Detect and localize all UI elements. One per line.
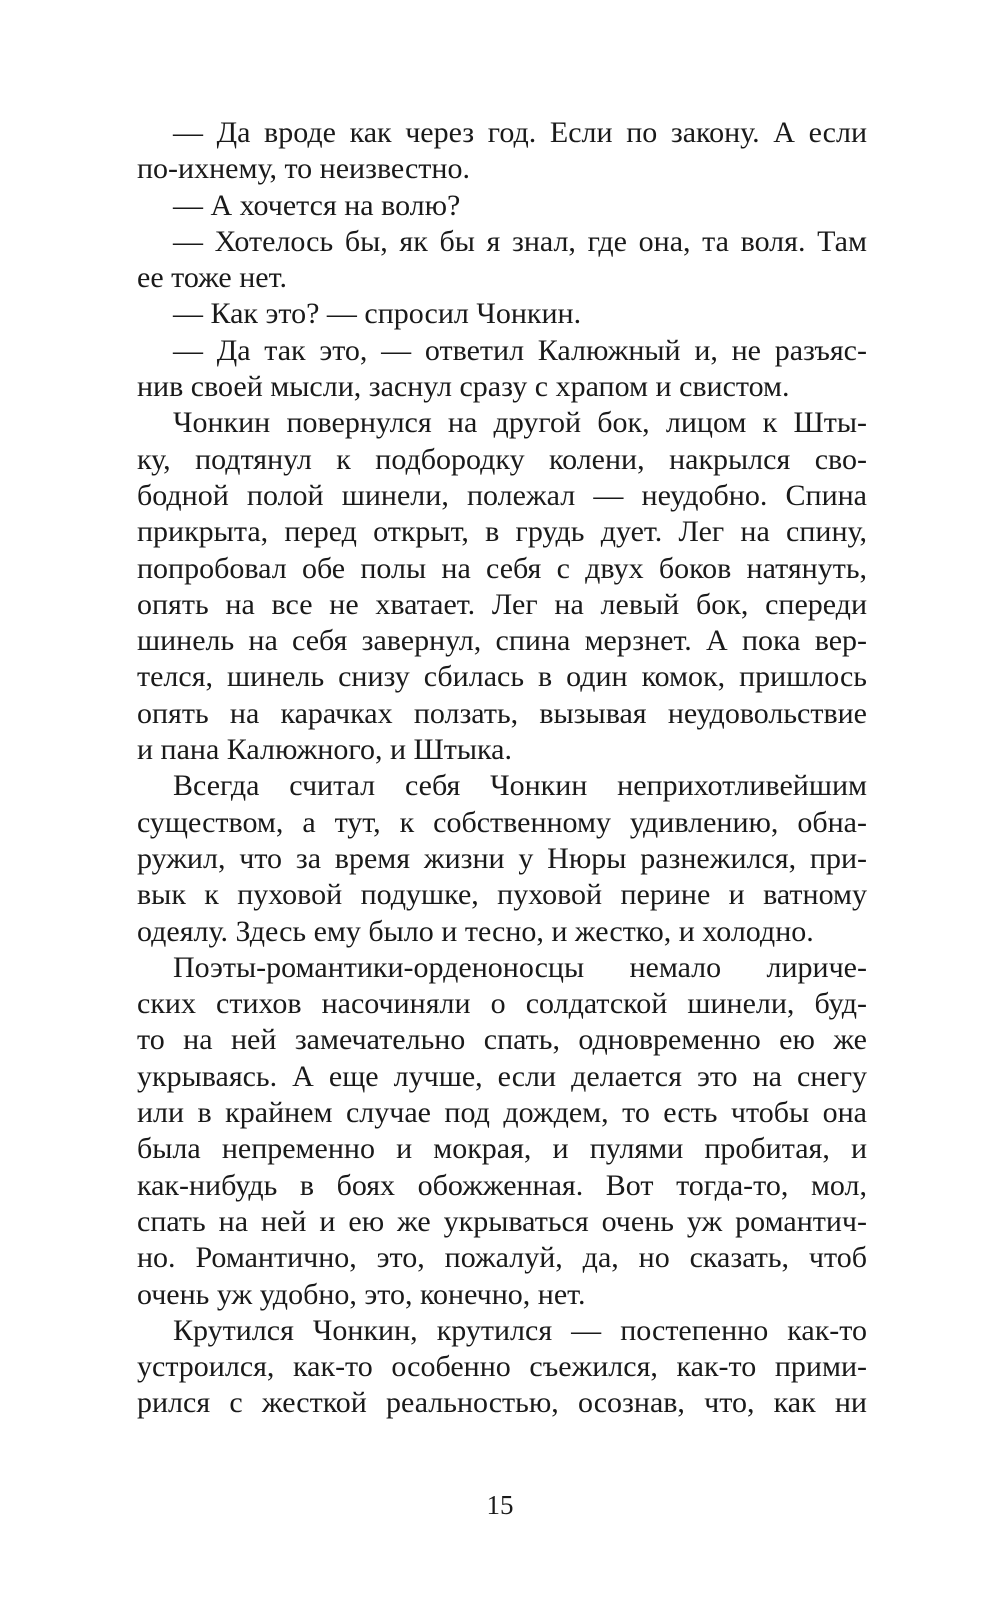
text-line: шинель на себя завернул, спина мерзнет. А пока вер-	[137, 624, 867, 658]
text-line: ружил, что за время жизни у Нюры разнежился, при-	[137, 841, 867, 875]
text-line: как-нибудь в боях обожженная. Вот тогда-то, мол,	[137, 1168, 867, 1202]
page-number: 15	[486, 1490, 514, 1520]
text-line: ее тоже нет.	[137, 261, 287, 295]
text-line: нив своей мысли, заснул сразу с храпом и свистом.	[137, 370, 790, 404]
text-line: телся, шинель снизу сбилась в один комок, пришлось	[137, 660, 867, 694]
text-line: устроился, как-то особенно съежился, как-то прими-	[137, 1350, 867, 1384]
text-line: — Да вроде как через год. Если по закону. А если	[173, 116, 867, 149]
text-line: была непременно и мокрая, и пулями пробитая, и	[137, 1132, 867, 1166]
text-line: Всегда считал себя Чонкин неприхотливейшим	[173, 769, 867, 803]
text-line: или в крайнем случае под дождем, то есть чтобы она	[137, 1096, 867, 1130]
text-line: попробовал обе полы на себя с двух боков натянуть,	[137, 551, 867, 585]
text-line: Поэты-романтики-орденоносцы немало лириче-	[173, 950, 867, 984]
text-line: ку, подтянул к подбородку колени, накрылся сво-	[137, 442, 867, 476]
page-body-text	[137, 115, 867, 1422]
text-line: — Хотелось бы, як бы я знал, где она, та воля. Там	[173, 224, 867, 258]
text-line: укрываясь. А еще лучше, если делается это на снегу	[137, 1059, 867, 1093]
text-line: существом, а тут, к собственному удивлению, обна-	[137, 805, 867, 839]
text-line: спать на ней и ею же укрываться очень уж романтич-	[137, 1204, 867, 1238]
text-line: но. Романтично, это, пожалуй, да, но сказать, чтоб	[137, 1241, 867, 1275]
text-line: — Как это? — спросил Чонкин.	[173, 297, 582, 331]
text-line: одеялу. Здесь ему было и тесно, и жестко, и холодно.	[137, 914, 814, 948]
text-line: — А хочется на волю?	[173, 188, 461, 222]
text-line: — Да так это, — ответил Калюжный и, не разъяс-	[173, 333, 867, 367]
text-line: вык к пуховой подушке, пуховой перине и ватному	[137, 878, 867, 912]
text-line: бодной полой шинели, полежал — неудобно. Спина	[137, 478, 867, 512]
text-line: Чонкин повернулся на другой бок, лицом к Шты-	[173, 406, 867, 440]
text-line: опять на все не хватает. Лег на левый бок, спереди	[137, 587, 867, 621]
text-line: и пана Калюжного, и Штыка.	[137, 733, 512, 767]
text-line: очень уж удобно, это, конечно, нет.	[137, 1277, 586, 1311]
text-line: по-ихнему, то неизвестно.	[137, 152, 470, 186]
text-line: рился с жесткой реальностью, осознав, что, как ни	[137, 1386, 867, 1420]
text-line: опять на карачках ползать, вызывая неудовольствие	[137, 696, 867, 730]
text-line: ских стихов насочиняли о солдатской шинели, буд-	[137, 987, 867, 1021]
text-line: Крутился Чонкин, крутился — постепенно как-то	[173, 1313, 867, 1347]
text-line: прикрыта, перед открыт, в грудь дует. Лег на спину,	[137, 515, 867, 549]
text-line: то на ней замечательно спать, одновременно ею же	[137, 1023, 867, 1057]
